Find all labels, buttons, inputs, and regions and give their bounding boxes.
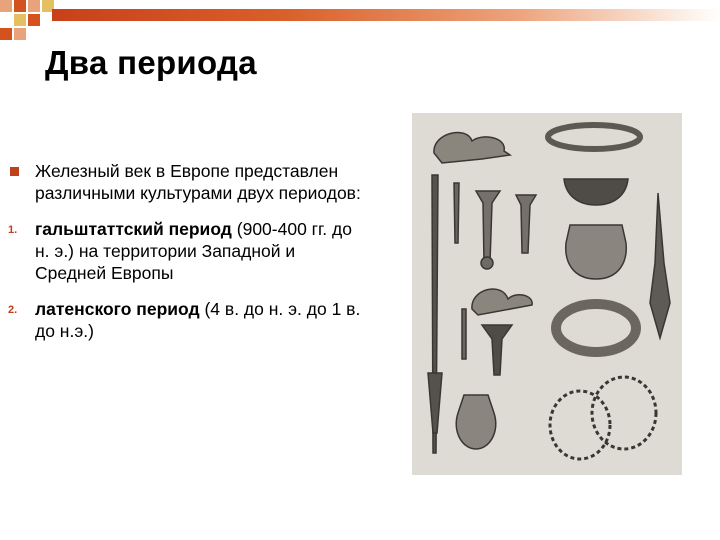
pot-shape [566,225,627,279]
beaded-ring-shape [592,377,656,449]
slide-title: Два периода [45,44,257,81]
beaded-ring-shape [550,391,610,459]
twisted-bracelet-shape [548,125,640,149]
corner-square [14,28,26,40]
corner-square [28,14,40,26]
spearhead-shape [650,193,670,338]
item-number: 1. [8,224,18,236]
bullet-list [8,160,368,356]
period-name: латенского период [35,299,200,319]
title-accent-bar [52,9,720,21]
period-name: гальштаттский период [35,219,232,239]
bullet-item [8,160,368,204]
pin-shape [476,191,500,263]
fibula-shape [434,132,510,163]
bullet-text: Железный век в Европе представлен различными культурами двух периодов: [35,161,361,203]
corner-square [14,14,26,26]
bowl-shape [564,179,628,205]
solid-bracelet-shape [556,304,636,352]
dagger-shape [454,183,459,243]
pin-shape [482,325,512,375]
pin-shape [516,195,536,253]
iron-age-artifacts-image [412,113,682,475]
decorative-corner-squares [0,0,60,40]
period-description: (900-400 гг. до н. э.) на территории Западной и Средней Европы [35,219,352,283]
corner-square [0,28,12,40]
pin-head-shape [481,257,493,269]
spear-blade-shape [428,373,442,433]
numbered-item [8,218,368,284]
item-number: 2. [8,304,18,316]
numbered-item [8,298,368,342]
square-bullet-icon [10,167,19,176]
rod-shape [462,309,466,359]
figurine-shape [456,395,496,449]
corner-square [0,0,12,12]
period-description: (4 в. до н. э. до 1 в. до н.э.) [35,299,361,341]
fibula-shape [472,289,532,315]
corner-square [28,0,40,12]
corner-square [14,0,26,12]
artifacts-drawing [412,113,682,475]
